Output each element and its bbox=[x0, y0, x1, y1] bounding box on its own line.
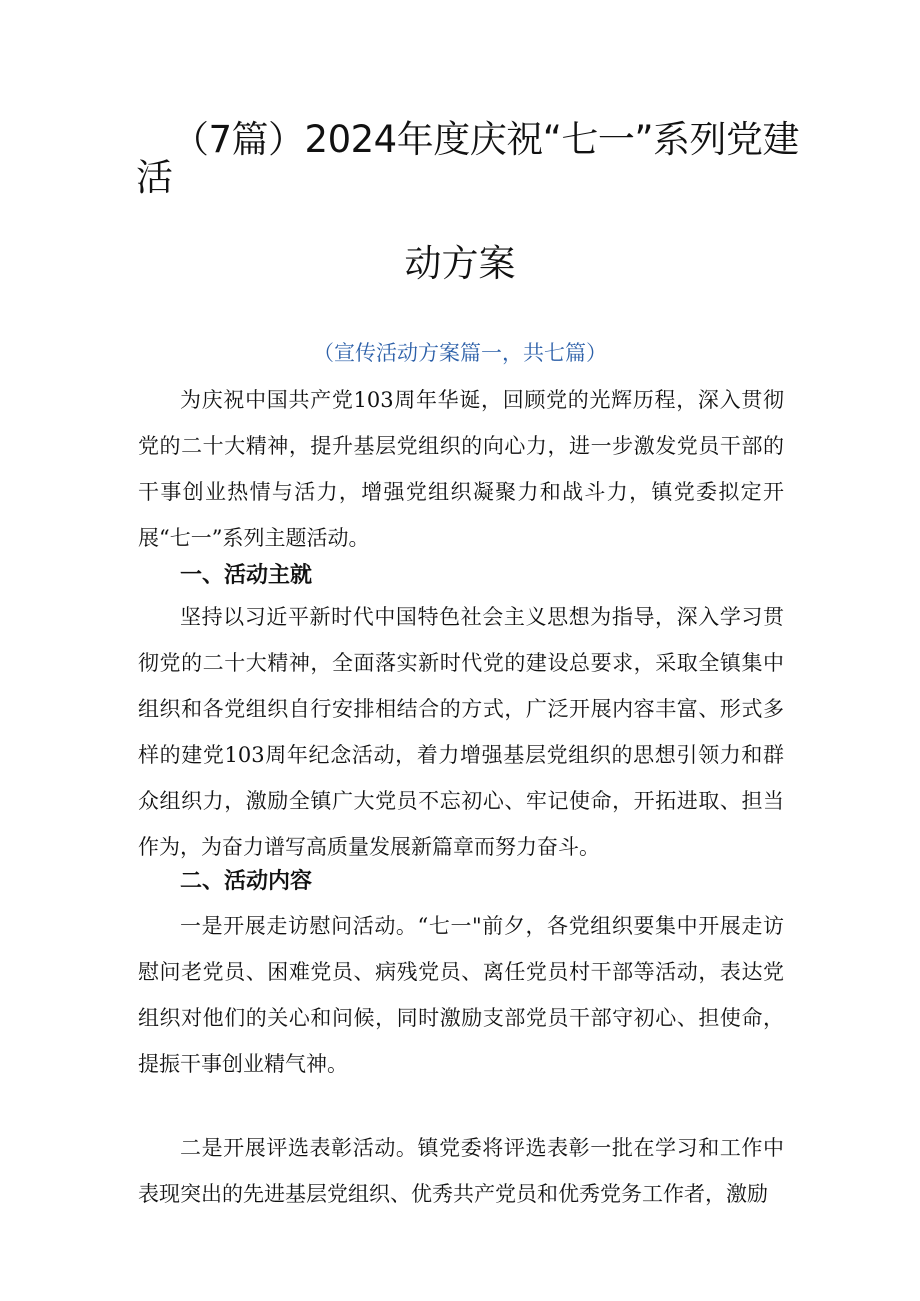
document-title-line-2: 活 bbox=[136, 156, 173, 199]
paragraph-awards: 二是开展评选表彰活动。镇党委将评选表彰一批在学习和工作中表现突出的先进基层党组织、优秀共产党员和优秀党务工作者，激励 bbox=[138, 1136, 784, 1206]
paragraph-intro: 为庆祝中国共产党103周年华诞，回顾党的光辉历程，深入贯彻党的二十大精神，提升基层党组织的向心力，进一步激发党员干部的干事创业热情与活力，增强党组织凝聚力和战斗力，镇党委拟定开展“七一”系列主题活动。 bbox=[138, 388, 784, 550]
section-heading-2: 二、活动内容 bbox=[180, 869, 313, 894]
paragraph-theme: 坚持以习近平新时代中国特色社会主义思想为指导，深入学习贯彻党的二十大精神，全面落实新时代党的建设总要求，采取全镇集中组织和各党组织自行安排相结合的方式，广泛开展内容丰富、形式多样的建党103周年纪念活动，着力增强基层党组织的思想引领力和群众组织力，激励全镇广大党员不忘初心、牢记使命，开拓进取、担当作为，为奋力谱写高质量发展新篇章而努力奋斗。 bbox=[138, 605, 784, 859]
document-subtitle: （宣传活动方案篇一，共七篇） bbox=[313, 341, 607, 365]
section-heading-1: 一、活动主就 bbox=[180, 563, 313, 588]
document-title-line-3: 动方案 bbox=[404, 242, 516, 285]
paragraph-visits: 一是开展走访慰问活动。“七一"前夕，各党组织要集中开展走访慰问老党员、困难党员、病残党员、离任党员村干部等活动，表达党组织对他们的关心和问候，同时激励支部党员干部守初心、担使命，提振干事创业精气神。 bbox=[138, 914, 784, 1076]
document-title-line-1: （7篇）2024年度庆祝“七一”系列党建 bbox=[172, 118, 800, 161]
